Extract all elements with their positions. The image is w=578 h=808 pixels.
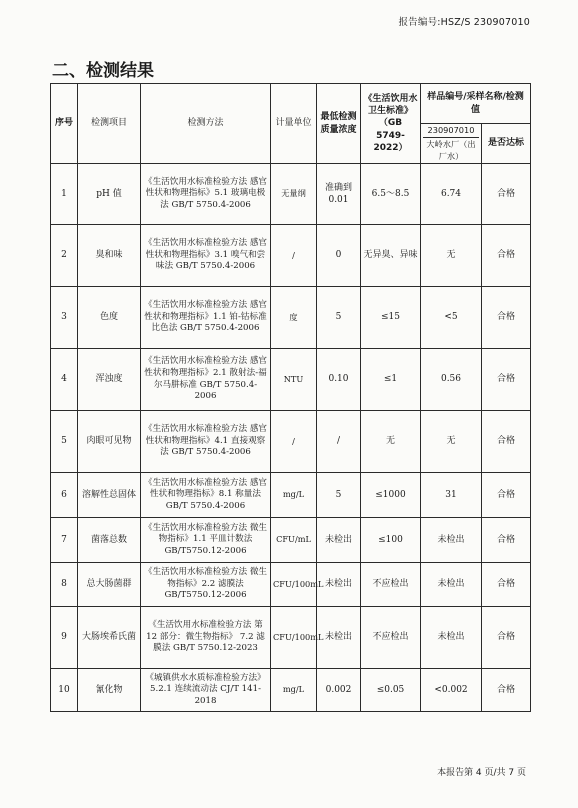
row-lod: 未检出 xyxy=(317,518,361,563)
row-no: 3 xyxy=(51,287,78,349)
row-lod: / xyxy=(317,411,361,473)
row-value: 6.74 xyxy=(421,164,482,225)
page-footer: 本报告第 4 页/共 7 页 xyxy=(437,768,526,778)
row-method: 《生活饮用水标准检验方法 感官性状和物理指标》8.1 称量法 GB/T 5750.4-2006 xyxy=(141,473,271,518)
row-lod: 0.002 xyxy=(317,669,361,712)
row-item: 总大肠菌群 xyxy=(78,563,141,607)
row-result: 合格 xyxy=(482,563,531,607)
row-method: 《生活饮用水标准检验方法 感官性状和物理指标》2.1 散射法-福尔马肼标准 GB/T 5750.4-2006 xyxy=(141,349,271,411)
row-method: 《生活饮用水标准检验方法 第 12 部分：微生物指标》 7.2 滤膜法 GB/T 5750.12-2023 xyxy=(141,607,271,669)
row-value: 无 xyxy=(421,225,482,287)
row-lod: 0.10 xyxy=(317,349,361,411)
row-result: 合格 xyxy=(482,349,531,411)
row-value: 未检出 xyxy=(421,607,482,669)
row-no: 8 xyxy=(51,563,78,607)
table-row xyxy=(51,669,531,712)
row-result: 合格 xyxy=(482,669,531,712)
table-row xyxy=(51,473,531,518)
header-lod: 最低检测质量浓度 xyxy=(317,84,361,164)
row-no: 2 xyxy=(51,225,78,287)
row-item: 溶解性总固体 xyxy=(78,473,141,518)
row-no: 5 xyxy=(51,411,78,473)
row-standard: ≤1000 xyxy=(361,473,421,518)
row-lod: 5 xyxy=(317,287,361,349)
table-row xyxy=(51,349,531,411)
row-lod: 未检出 xyxy=(317,607,361,669)
row-lod: 准确到 0.01 xyxy=(317,164,361,225)
row-result: 合格 xyxy=(482,473,531,518)
row-no: 9 xyxy=(51,607,78,669)
row-method: 《生活饮用水标准检验方法 感官性状和物理指标》5.1 玻璃电极法 GB/T 5750.4-2006 xyxy=(141,164,271,225)
report-number: 报告编号:HSZ/S 230907010 xyxy=(398,17,530,28)
row-no: 7 xyxy=(51,518,78,563)
row-no: 10 xyxy=(51,669,78,712)
row-unit: CFU/mL xyxy=(271,518,317,563)
row-method: 《生活饮用水标准检验方法 感官性状和物理指标》4.1 直接观察法 GB/T 5750.4-2006 xyxy=(141,411,271,473)
row-result: 合格 xyxy=(482,607,531,669)
header-sample-name: 大岭水厂（出厂水） xyxy=(426,139,476,161)
row-no: 1 xyxy=(51,164,78,225)
row-result: 合格 xyxy=(482,518,531,563)
row-standard: ≤1 xyxy=(361,349,421,411)
row-unit: 无量纲 xyxy=(271,164,317,225)
row-method: 《生活饮用水标准检验方法 微生物指标》2.2 滤膜法 GB/T5750.12-2006 xyxy=(141,563,271,607)
row-no: 4 xyxy=(51,349,78,411)
row-standard: 不应检出 xyxy=(361,563,421,607)
row-method: 《生活饮用水标准检验方法 感官性状和物理指标》1.1 铂-钴标准比色法 GB/T 5750.4-2006 xyxy=(141,287,271,349)
row-value: 未检出 xyxy=(421,518,482,563)
header-item: 检测项目 xyxy=(78,84,141,164)
row-unit: / xyxy=(271,225,317,287)
table-row xyxy=(51,607,531,669)
table-row xyxy=(51,225,531,287)
row-item: 臭和味 xyxy=(78,225,141,287)
row-value: 无 xyxy=(421,411,482,473)
header-standard: 《生活饮用水卫生标准》（GB 5749-2022） xyxy=(361,84,421,164)
row-standard: ≤100 xyxy=(361,518,421,563)
row-unit: CFU/100mL xyxy=(271,563,317,607)
header-unit: 计量单位 xyxy=(271,84,317,164)
row-method: 《生活饮用水标准检验方法 感官性状和物理指标》3.1 嗅气和尝味法 GB/T 5750.4-2006 xyxy=(141,225,271,287)
row-unit: CFU/100mL xyxy=(271,607,317,669)
row-lod: 未检出 xyxy=(317,563,361,607)
row-value: <0.002 xyxy=(421,669,482,712)
results-table xyxy=(50,83,531,712)
header-no: 序号 xyxy=(51,84,78,164)
row-standard: 无 xyxy=(361,411,421,473)
row-value: 31 xyxy=(421,473,482,518)
row-standard: 6.5～8.5 xyxy=(361,164,421,225)
row-result: 合格 xyxy=(482,225,531,287)
section-title: 二、检测结果 xyxy=(52,61,154,81)
row-value: 0.56 xyxy=(421,349,482,411)
row-value: <5 xyxy=(421,287,482,349)
table-row xyxy=(51,164,531,225)
row-lod: 0 xyxy=(317,225,361,287)
row-result: 合格 xyxy=(482,411,531,473)
table-row xyxy=(51,287,531,349)
header-sample-id: 230907010 xyxy=(423,125,479,138)
row-item: 菌落总数 xyxy=(78,518,141,563)
row-unit: mg/L xyxy=(271,473,317,518)
row-item: 氰化物 xyxy=(78,669,141,712)
row-item: 大肠埃希氏菌 xyxy=(78,607,141,669)
row-result: 合格 xyxy=(482,164,531,225)
table-row xyxy=(51,411,531,473)
header-conclusion: 是否达标 xyxy=(482,124,531,164)
row-unit: / xyxy=(271,411,317,473)
row-no: 6 xyxy=(51,473,78,518)
row-standard: 无异臭、异味 xyxy=(361,225,421,287)
row-result: 合格 xyxy=(482,287,531,349)
row-standard: 不应检出 xyxy=(361,607,421,669)
row-standard: ≤0.05 xyxy=(361,669,421,712)
row-item: 浑浊度 xyxy=(78,349,141,411)
results-table-body xyxy=(51,84,531,712)
row-item: 肉眼可见物 xyxy=(78,411,141,473)
table-header-row xyxy=(51,84,531,124)
row-value: 未检出 xyxy=(421,563,482,607)
row-unit: NTU xyxy=(271,349,317,411)
row-method: 《生活饮用水标准检验方法 微生物指标》1.1 平皿计数法 GB/T5750.12-2006 xyxy=(141,518,271,563)
row-standard: ≤15 xyxy=(361,287,421,349)
row-item: 色度 xyxy=(78,287,141,349)
header-sample-cell xyxy=(421,124,482,164)
header-method: 检测方法 xyxy=(141,84,271,164)
row-unit: mg/L xyxy=(271,669,317,712)
row-item: pH 值 xyxy=(78,164,141,225)
row-method: 《城镇供水水质标准检验方法》 5.2.1 连续流动法 CJ/T 141-2018 xyxy=(141,669,271,712)
table-row xyxy=(51,563,531,607)
table-row xyxy=(51,518,531,563)
row-lod: 5 xyxy=(317,473,361,518)
header-sample-group: 样品编号/采样名称/检测值 xyxy=(421,84,531,124)
row-unit: 度 xyxy=(271,287,317,349)
